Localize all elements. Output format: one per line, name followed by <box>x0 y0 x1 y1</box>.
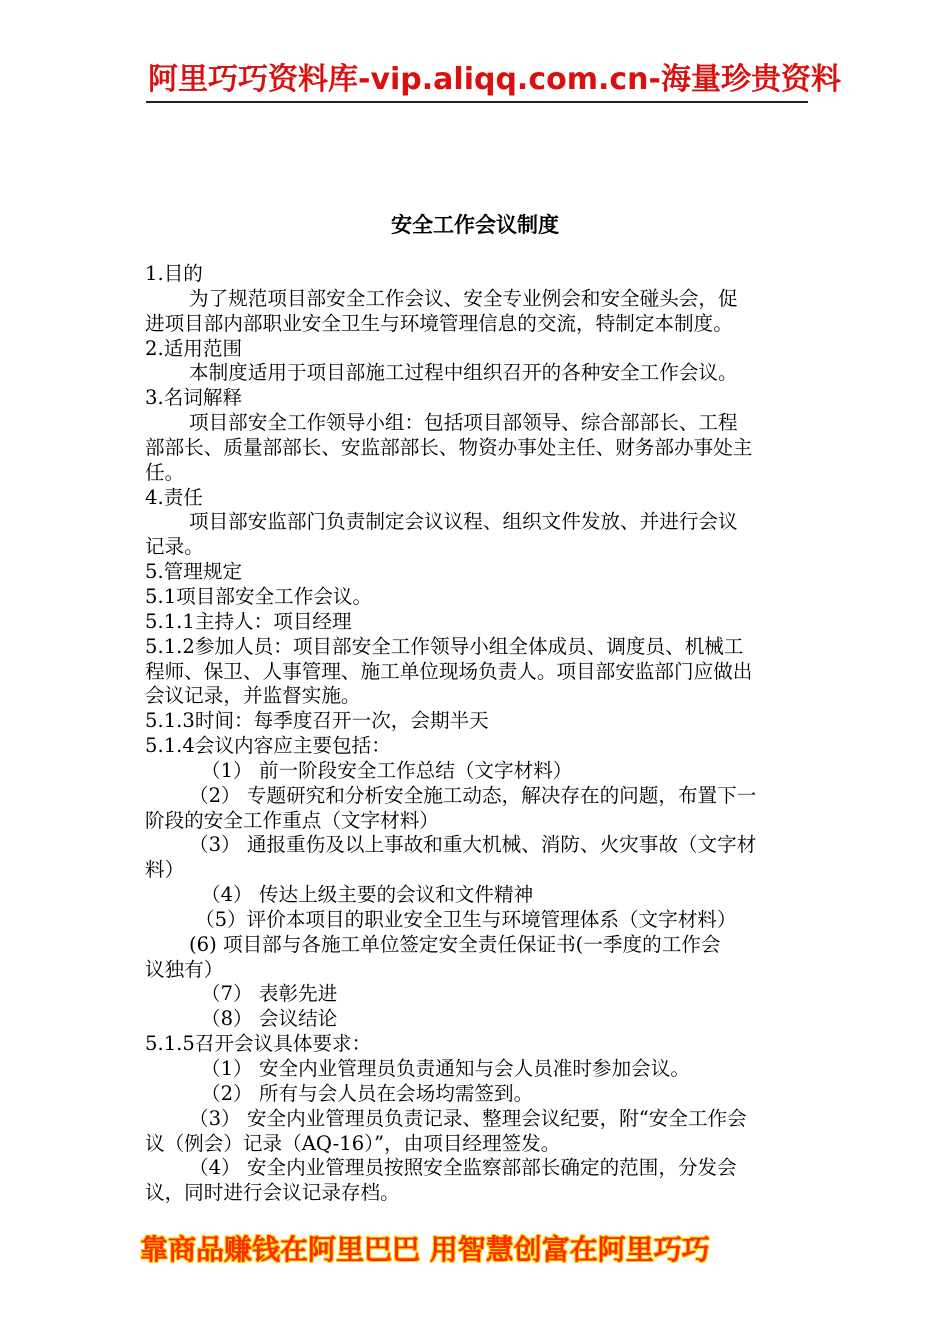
text-line: 项目部安全工作领导小组：包括项目部领导、综合部部长、工程 <box>189 411 738 435</box>
document-body <box>145 262 810 1206</box>
header-banner: 阿里巧巧资料库-vip.aliqq.com.cn-海量珍贵资料 <box>148 62 841 97</box>
text-line: （3） 通报重伤及以上事故和重大机械、消防、火灾事故（文字材 <box>189 833 757 857</box>
text-line: 4.责任 <box>145 485 203 509</box>
text-line: （8） 会议结论 <box>201 1007 338 1031</box>
document-title: 安全工作会议制度 <box>391 213 559 237</box>
text-line: 程师、保卫、人事管理、施工单位现场负责人。项目部安监部门应做出 <box>145 659 753 683</box>
text-line: 5.1项目部安全工作会议。 <box>145 584 373 608</box>
text-line: （1） 前一阶段安全工作总结（文字材料） <box>201 758 573 782</box>
text-line: 料） <box>145 858 185 882</box>
text-line: 议独有） <box>145 957 224 981</box>
text-line: 议，同时进行会议记录存档。 <box>145 1181 400 1205</box>
text-line: 部部长、质量部部长、安监部部长、物资办事处主任、财务部办事处主 <box>145 435 753 459</box>
footer-banner: 靠商品赚钱在阿里巴巴 用智慧创富在阿里巧巧 <box>140 1233 710 1266</box>
text-line: 5.1.3时间：每季度召开一次，会期半天 <box>145 709 489 733</box>
text-line: 5.管理规定 <box>145 560 243 584</box>
text-line: 为了规范项目部安全工作会议、安全专业例会和安全碰头会，促 <box>189 286 738 310</box>
text-line: （4） 传达上级主要的会议和文件精神 <box>201 883 534 907</box>
text-line: 5.1.5召开会议具体要求： <box>145 1032 372 1056</box>
text-line: （4） 安全内业管理员按照安全监察部部长确定的范围，分发会 <box>189 1156 737 1180</box>
text-line: 5.1.1主持人：项目经理 <box>145 609 352 633</box>
text-line: （3） 安全内业管理员负责记录、整理会议纪要，附“安全工作会 <box>189 1106 747 1130</box>
text-line: 任。 <box>145 460 185 484</box>
text-line: 1.目的 <box>145 262 203 285</box>
text-line: 阶段的安全工作重点（文字材料） <box>145 808 439 832</box>
text-line: 项目部安监部门负责制定会议议程、组织文件发放、并进行会议 <box>189 510 738 534</box>
text-line: 进项目部内部职业安全卫生与环境管理信息的交流，特制定本制度。 <box>145 311 733 335</box>
text-line: 会议记录，并监督实施。 <box>145 684 361 708</box>
text-line: （2） 专题研究和分析安全施工动态，解决存在的问题，布置下一 <box>189 783 757 807</box>
text-line: 5.1.2参加人员：项目部安全工作领导小组全体成员、调度员、机械工 <box>145 634 744 658</box>
text-line: 5.1.4会议内容应主要包括： <box>145 734 391 758</box>
text-line: 议（例会）记录（AQ-16）”，由项目经理签发。 <box>145 1131 561 1155</box>
text-line: 本制度适用于项目部施工过程中组织召开的各种安全工作会议。 <box>189 361 738 385</box>
text-line: 2.适用范围 <box>145 336 243 360</box>
text-line: （5）评价本项目的职业安全卫生与环境管理体系（文字材料） <box>195 907 737 931</box>
text-line: （1） 安全内业管理员负责通知与会人员准时参加会议。 <box>201 1057 690 1080</box>
header-rule <box>146 101 808 103</box>
text-line: 3.名词解释 <box>145 386 243 410</box>
text-line: (6) 项目部与各施工单位签定安全责任保证书(一季度的工作会 <box>189 932 721 956</box>
text-line: 记录。 <box>145 535 204 559</box>
text-line: （2） 所有与会人员在会场均需签到。 <box>201 1081 534 1105</box>
text-line: （7） 表彰先进 <box>201 982 338 1006</box>
